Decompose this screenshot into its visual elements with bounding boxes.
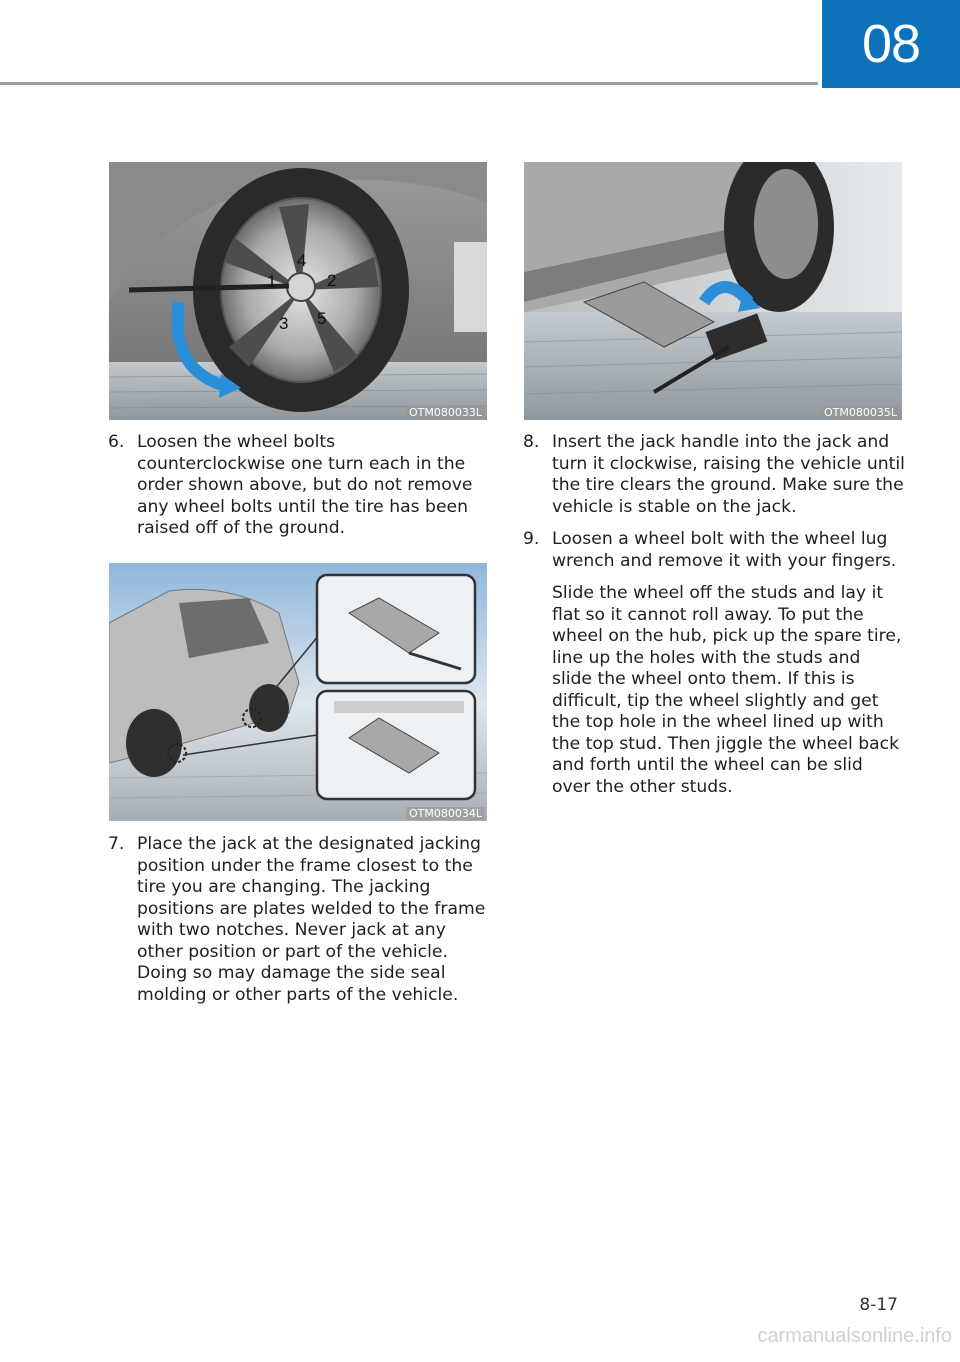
steps-left-top: [108, 432, 488, 540]
page-number: 8-17: [859, 1295, 898, 1315]
bolt-label-4: 4: [297, 251, 307, 270]
chapter-tab: 08: [822, 0, 960, 88]
bolt-label-1: 1: [267, 272, 277, 291]
figure-code: OTM080035L: [821, 406, 900, 419]
step-number: 7.: [108, 834, 125, 854]
step-9: [523, 529, 905, 798]
steps-right: [523, 432, 905, 798]
step-text: Loosen a wheel bolt with the wheel lug wrench and remove it with your fingers.: [552, 529, 897, 571]
step-text: Insert the jack handle into the jack and turn it clockwise, raising the vehicle until the tire clears the ground. Make sure the vehicle is stable on the jack.: [552, 432, 905, 517]
figure-code: OTM080034L: [406, 807, 485, 820]
watermark: carmanualsonline.info: [757, 1325, 952, 1347]
step-text: Place the jack at the designated jacking position under the frame closest to the tire you are changing. The jacking positions are plates welded to the frame with two notches. Never jack at any other position or part of the vehicle. Doing so may damage the side seal molding or other parts of the vehicle.: [137, 834, 486, 1005]
figure-jack-raising: [524, 162, 902, 420]
figure-jacking-positions: [109, 563, 487, 821]
step-6: [108, 432, 488, 540]
step-number: 6.: [108, 432, 125, 452]
step-text-continued: Slide the wheel off the studs and lay it flat so it cannot roll away. To put the wheel on the hub, pick up the spare tire, line up the holes with the studs and slide the wheel onto them. If this is difficult, tip the wheel slightly and get the top hole in the wheel lined up with the top stud. Then jiggle the wheel back and forth until the wheel can be slid over the other studs.: [552, 583, 902, 797]
bolt-label-5: 5: [317, 309, 327, 328]
bolt-label-2: 2: [327, 271, 337, 290]
step-text: Loosen the wheel bolts counterclockwise one turn each in the order shown above, but do not remove any wheel bolts until the tire has been raised off of the ground.: [137, 432, 473, 538]
step-8: [523, 432, 905, 518]
header-rule: [0, 82, 818, 85]
figure-code: OTM080033L: [406, 406, 485, 419]
steps-left-bottom: [108, 834, 488, 1006]
step-number: 9.: [523, 529, 540, 549]
bolt-label-3: 3: [279, 314, 289, 333]
step-7: [108, 834, 488, 1006]
figure-wheel-bolts: [109, 162, 487, 420]
step-number: 8.: [523, 432, 540, 452]
